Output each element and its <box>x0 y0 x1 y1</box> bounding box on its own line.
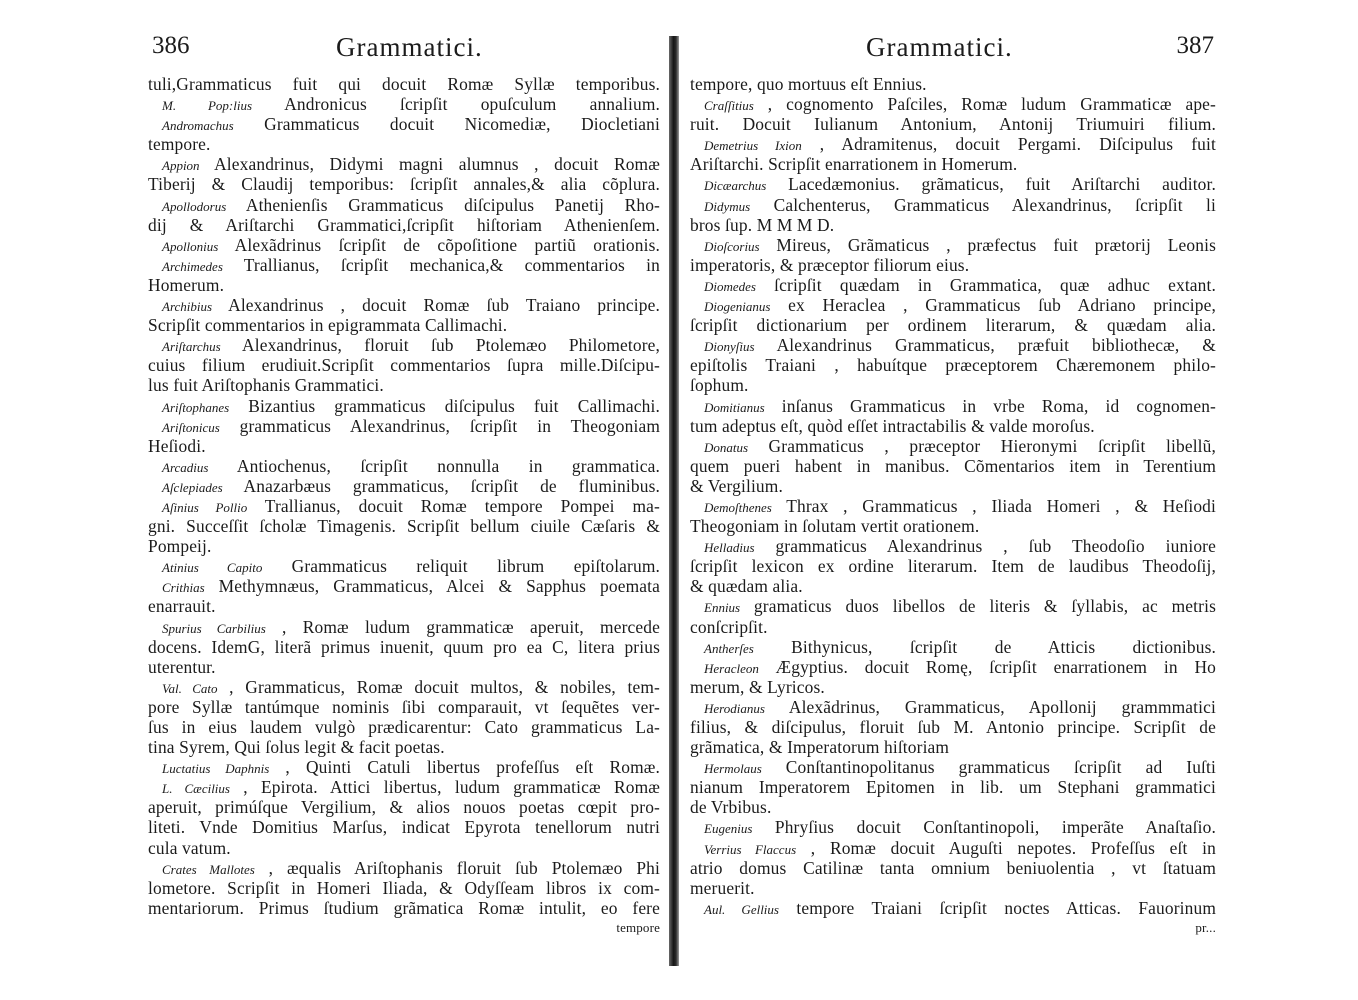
left-text-block <box>148 74 660 918</box>
line-text: Ægyptius. docuit Romę, ſcripſit enarrationem in Ho <box>758 656 1216 677</box>
line-text: Antiochenus, ſcripſit nonnulla in grammatica. <box>208 455 660 476</box>
text-line <box>690 94 1216 114</box>
line-text: de Vrbibus. <box>690 797 772 818</box>
text-line <box>148 516 660 536</box>
line-text: Trallianus, docuit Romæ tempore Pompei ma- <box>247 495 660 516</box>
text-line <box>148 275 660 295</box>
text-line <box>148 556 660 576</box>
entry-name: Aſinius Pollio <box>162 499 248 515</box>
entry-name: Appion <box>162 158 200 174</box>
text-line <box>148 315 660 335</box>
line-text: & quædam alia. <box>690 576 803 597</box>
text-line <box>690 134 1216 154</box>
line-text: Calchenterus, Grammaticus Alexandrinus, ſcripſit li <box>750 194 1216 215</box>
left-page-number: 386 <box>152 32 190 59</box>
line-text: Heſiodi. <box>148 435 206 456</box>
line-text: Grammaticus docuit Nicomediæ, Diocletiani <box>233 114 660 135</box>
text-line <box>690 637 1216 657</box>
line-text: Scripſit commentarios in epigrammata Callimachi. <box>148 315 508 336</box>
line-text: bros ſup. M M M D. <box>690 214 835 235</box>
text-line <box>148 154 660 174</box>
line-text: gramaticus duos libellos de literis & ſyllabis, ac metris <box>740 596 1216 617</box>
text-line <box>690 617 1216 637</box>
entry-name: Ennius <box>704 600 741 616</box>
text-line <box>690 295 1216 315</box>
text-line <box>148 817 660 837</box>
line-text: ſcripſit dictionarium per ordinem literarum, & quædam alia. <box>690 315 1216 336</box>
text-line <box>148 436 660 456</box>
line-text: Mireus, Grãmaticus , præfectus fuit prætorij Leonis <box>759 234 1216 255</box>
text-line <box>148 134 660 154</box>
text-line <box>690 797 1216 817</box>
text-line <box>148 496 660 516</box>
line-text: ex Heraclea , Grammaticus ſub Adriano principe, <box>770 295 1216 316</box>
text-line <box>690 898 1216 918</box>
text-line <box>690 496 1216 516</box>
line-text: inſanus Grammaticus in vrbe Roma, id cognomen- <box>764 395 1216 416</box>
entry-name: Antherſes <box>704 640 754 656</box>
line-text: Alexandrinus Grammaticus, præfuit bibliothecæ, & <box>754 335 1216 356</box>
text-line <box>690 596 1216 616</box>
entry-name: Archibius <box>162 299 213 315</box>
text-line <box>690 858 1216 878</box>
line-text: Methymnæus, Grammaticus, Alcei & Sapphus poemata <box>204 576 660 597</box>
line-text: nianum Imperatorem Epitomen in lib. um Stephani grammatici <box>690 777 1216 798</box>
text-line <box>690 476 1216 496</box>
text-line <box>690 838 1216 858</box>
entry-name: Crates Mallotes <box>162 861 255 877</box>
line-text: , Grammaticus, Romæ docuit multos, & nobiles, tem- <box>217 676 660 697</box>
line-text: & Vergilium. <box>690 475 783 496</box>
text-line <box>690 677 1216 697</box>
entry-name: Andromachus <box>162 118 234 134</box>
line-text: atrio domus Catilinæ tanta omnium beniuolentia , vt ſtatuam <box>690 857 1216 878</box>
text-line <box>690 74 1216 94</box>
line-text: Grammaticus , præceptor Hieronymi ſcripſit libellũ, <box>748 435 1216 456</box>
entry-name: Dioſcorius <box>704 238 760 254</box>
entry-name: Eugenius <box>704 821 753 837</box>
line-text: Alexandrinus, Didymi magni alumnus , docuit Romæ <box>199 154 660 175</box>
text-line <box>148 476 660 496</box>
text-line <box>690 335 1216 355</box>
entry-name: Val. Cato <box>162 680 218 696</box>
entry-name: Diogenianus <box>704 299 771 315</box>
text-line <box>690 878 1216 898</box>
right-running-title: Grammatici. <box>866 32 1013 62</box>
entry-name: Luctatius Daphnis <box>162 761 270 777</box>
text-line <box>690 436 1216 456</box>
entry-name: Crithias <box>162 580 205 596</box>
entry-name: Archimedes <box>162 258 223 274</box>
entry-name: Heracleon <box>704 660 759 676</box>
text-line <box>148 74 660 94</box>
text-line <box>690 215 1216 235</box>
entry-name: Donatus <box>704 439 749 455</box>
text-line <box>690 355 1216 375</box>
text-line <box>690 777 1216 797</box>
line-text: aperuit, primúſque Vergilium, & alios nouos poetas cœpit pro- <box>148 797 660 818</box>
text-line <box>690 576 1216 596</box>
right-running-head <box>690 32 1216 72</box>
entry-name: Dionyſius <box>704 339 755 355</box>
line-text: Alexãdrinus, Grammaticus, Apollonij grammmatici <box>764 696 1216 717</box>
text-line <box>148 114 660 134</box>
line-text: pore Syllæ tantúmque nominis ſibi comparauit, vt ſequẽtes ver- <box>148 696 660 717</box>
line-text: ruit. Docuit Iulianum Antonium, Antonij Triumuiri filium. <box>690 114 1216 135</box>
line-text: tuli,Grammaticus fuit qui docuit Romæ Syllæ temporibus. <box>148 74 660 94</box>
text-line <box>690 416 1216 436</box>
text-line <box>148 576 660 596</box>
line-text: filius, & diſcipulus, floruit ſub M. Antonio principe. Scripſit de <box>690 717 1216 737</box>
line-text: , Romæ ludum grammaticæ aperuit, mercede <box>265 616 660 637</box>
text-line <box>148 355 660 375</box>
entry-name: Didymus <box>704 198 751 214</box>
entry-name: Spurius Carbilius <box>162 620 266 636</box>
text-line <box>690 456 1216 476</box>
entry-name: Ariſtarchus <box>162 339 221 355</box>
text-line <box>148 174 660 194</box>
line-text: cuius filium erudiuit.Scripſit commentarios ſupra mille.Diſcipu- <box>148 355 660 376</box>
line-text: , Epirota. Attici libertus, ludum grammaticæ Romæ <box>229 777 660 798</box>
line-text: ſophum. <box>690 375 749 396</box>
text-line <box>148 215 660 235</box>
right-catchword: pr... <box>1195 919 1216 935</box>
text-line <box>690 154 1216 174</box>
text-line <box>690 697 1216 717</box>
book-gutter <box>669 36 679 966</box>
text-line <box>690 396 1216 416</box>
entry-name: Aul. Gellius <box>704 901 779 917</box>
text-line <box>148 858 660 878</box>
text-line <box>148 195 660 215</box>
entry-name: Apollonius <box>162 238 219 254</box>
text-line <box>148 878 660 898</box>
text-line <box>148 94 660 114</box>
entry-name: Hermolaus <box>704 761 762 777</box>
line-text: tina Syrem, Qui ſolus legit & facit poetas. <box>148 737 445 758</box>
line-text: ſcripſit lexicon ex ordine literarum. Item de laudibus Theodoſij, <box>690 556 1216 577</box>
text-line <box>690 556 1216 576</box>
line-text: tempore. <box>148 134 211 155</box>
line-text: Thrax , Grammaticus , Iliada Homeri , & Heſiodi <box>771 495 1216 516</box>
left-catchword: tempore <box>616 919 660 935</box>
text-line <box>148 335 660 355</box>
line-text: Alexandrinus, floruit ſub Ptolemæo Philometore, <box>220 335 660 356</box>
line-text: lometore. Scripſit in Homeri Iliada, & Odyſſeam libros ix com- <box>148 877 660 898</box>
text-line <box>690 737 1216 757</box>
left-page <box>148 32 660 938</box>
line-text: grammaticus Alexandrinus , ſub Theodoſio iuniore <box>754 536 1216 557</box>
left-running-title: Grammatici. <box>336 32 483 62</box>
line-text: dij & Ariſtarchi Grammatici,ſcripſit hiſtoriam Athenienſem. <box>148 214 660 235</box>
line-text: merum, & Lyricos. <box>690 676 825 697</box>
line-text: cula vatum. <box>148 837 231 858</box>
text-line <box>148 898 660 918</box>
text-line <box>690 174 1216 194</box>
line-text: Bizantius grammaticus diſcipulus fuit Callimachi. <box>229 395 660 416</box>
entry-name: M. Pop:lius <box>162 98 253 114</box>
entry-name: Herodianus <box>704 700 765 716</box>
line-text: Lacedæmonius. grãmaticus, fuit Ariſtarchi auditor. <box>766 174 1216 195</box>
text-line <box>148 677 660 697</box>
text-line <box>690 315 1216 335</box>
entry-name: Craſſitius <box>704 98 754 114</box>
text-line <box>148 536 660 556</box>
line-text: Phryſius docuit Conſtantinopoli, imperãte Anaſtaſio. <box>752 817 1216 838</box>
line-text: Andronicus ſcripſit opuſculum annalium. <box>252 94 660 115</box>
text-line <box>148 838 660 858</box>
text-line <box>690 757 1216 777</box>
entry-name: Arcadius <box>162 459 209 475</box>
text-line <box>690 275 1216 295</box>
text-line <box>148 456 660 476</box>
text-line <box>148 416 660 436</box>
entry-name: Dicæarchus <box>704 178 767 194</box>
line-text: tempore Traiani ſcripſit noctes Atticas. Fauorinum <box>778 897 1216 918</box>
text-line <box>690 717 1216 737</box>
right-page-number: 387 <box>1176 32 1214 59</box>
line-text: imperatoris, & præceptor filiorum eius. <box>690 254 970 275</box>
line-text: Homerum. <box>148 274 225 295</box>
text-line <box>148 737 660 757</box>
line-text: Ariſtarchi. Scripſit enarrationem in Homerum. <box>690 154 1018 175</box>
line-text: uterentur. <box>148 656 216 677</box>
line-text: , æqualis Ariſtophanis floruit ſub Ptolemæo Phi <box>254 857 660 878</box>
text-line <box>148 396 660 416</box>
line-text: Grammaticus reliquit librum epiſtolarum. <box>262 556 660 577</box>
entry-name: Ariſtonicus <box>162 419 220 435</box>
text-line <box>148 295 660 315</box>
text-line <box>690 114 1216 134</box>
line-text: Pompeij. <box>148 536 212 557</box>
entry-name: Apollodorus <box>162 198 227 214</box>
line-text: Alexãdrinus ſcripſit de cõpoſitione partiũ orationis. <box>218 234 660 255</box>
line-text: mentariorum. Primus ſtudium grãmatica Romæ intulit, eo fere <box>148 897 660 918</box>
entry-name: Demoſthenes <box>704 499 772 515</box>
text-line <box>148 777 660 797</box>
line-text: Alexandrinus , docuit Romæ ſub Traiano principe. <box>212 295 660 316</box>
text-line <box>148 596 660 616</box>
text-line <box>148 235 660 255</box>
text-line <box>148 717 660 737</box>
text-line <box>148 797 660 817</box>
line-text: meruerit. <box>690 877 755 898</box>
text-line <box>148 657 660 677</box>
line-text: Anazarbæus grammaticus, ſcripſit de fluminibus. <box>222 475 660 496</box>
text-line <box>690 255 1216 275</box>
line-text: quem pueri habent in manibus. Cõmentarios item in Terentium <box>690 455 1216 476</box>
right-text-block <box>690 74 1216 918</box>
line-text: Bithynicus, ſcripſit de Atticis dictionibus. <box>753 636 1216 657</box>
line-text: gni. Succeſſit ſcholæ Timagenis. Scripſit bellum ciuile Cæſaris & <box>148 516 660 537</box>
text-line <box>690 516 1216 536</box>
line-text: , cognomento Paſciles, Romæ ludum Grammaticæ ape- <box>753 94 1216 115</box>
line-text: enarrauit. <box>148 596 216 617</box>
entry-name: Verrius Flaccus <box>704 841 797 857</box>
entry-name: Helladius <box>704 540 755 556</box>
entry-name: Diomedes <box>704 278 756 294</box>
entry-name: Demetrius Ixion <box>704 138 802 154</box>
left-running-head <box>148 32 660 72</box>
text-line <box>148 617 660 637</box>
entry-name: Ariſtophanes <box>162 399 230 415</box>
line-text: , Romæ docuit Auguſti nepotes. Profeſſus eſt in <box>796 837 1216 858</box>
entry-name: Atinius Capito <box>162 560 263 576</box>
line-text: Theogoniam in ſolutam vertit orationem. <box>690 516 980 537</box>
line-text: grãmatica, & Imperatorum hiſtoriam <box>690 737 950 758</box>
text-line <box>690 235 1216 255</box>
line-text: Conſtantinopolitanus grammaticus ſcripſit ad Iuſti <box>761 757 1216 778</box>
entry-name: Domitianus <box>704 399 765 415</box>
line-text: Tiberij & Claudij temporibus: ſcripſit annales,& alia cõplura. <box>148 174 660 195</box>
text-line <box>690 195 1216 215</box>
line-text: conſcripſit. <box>690 616 768 637</box>
line-text: , Adramitenus, docuit Pergami. Diſcipulus fuit <box>801 134 1216 155</box>
right-page <box>690 32 1216 938</box>
text-line <box>690 657 1216 677</box>
line-text: liteti. Vnde Domitius Marſus, indicat Epyrota tenellorum nutri <box>148 817 660 838</box>
line-text: docens. IdemG, literã primus inuenit, quum pro ea C, litera prius <box>148 636 660 657</box>
line-text: lus fuit Ariſtophanis Grammatici. <box>148 375 384 396</box>
line-text: tempore, quo mortuus eſt Ennius. <box>690 74 927 94</box>
text-line <box>148 697 660 717</box>
text-line <box>690 536 1216 556</box>
line-text: epiſtolis Traiani , habuítque præceptorem Chæremonem philo- <box>690 355 1216 376</box>
entry-name: L. Cæcilius <box>162 781 230 797</box>
text-line <box>690 375 1216 395</box>
line-text: tum adeptus eſt, quòd eſſet intractabilis & valde moroſus. <box>690 415 1095 436</box>
text-line <box>148 255 660 275</box>
entry-name: Aſclepiades <box>162 479 223 495</box>
line-text: , Quinti Catuli libertus profeſſus eſt Romæ. <box>269 757 660 778</box>
line-text: ſcripſit quædam in Grammatica, quæ adhuc extant. <box>756 274 1216 295</box>
text-line <box>148 757 660 777</box>
text-line <box>690 817 1216 837</box>
line-text: ſus in eius laudem vulgò prædicarentur: Cato grammaticus La- <box>148 717 660 737</box>
line-text: Trallianus, ſcripſit mechanica,& commentarios in <box>222 254 660 275</box>
text-line <box>148 637 660 657</box>
text-line <box>148 375 660 395</box>
line-text: grammaticus Alexandrinus, ſcripſit in Theogoniam <box>219 415 660 436</box>
line-text: Athenienſis Grammaticus diſcipulus Panetij Rho- <box>226 194 660 215</box>
